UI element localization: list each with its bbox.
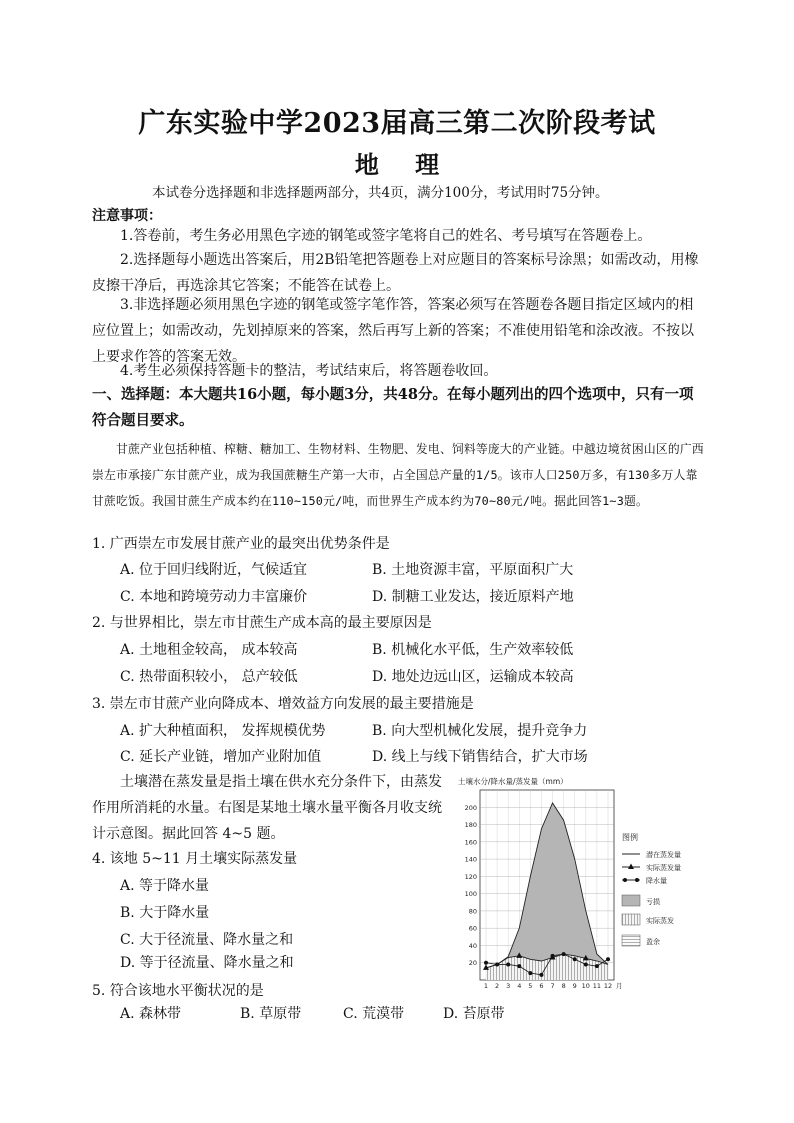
x-tick-label: 6 (539, 982, 544, 990)
question-1-stem: 1. 广西崇左市发展甘蔗产业的最突出优势条件是 (92, 536, 390, 552)
question-4-stem: 4. 该地 5~11 月土壤实际蒸发量 (92, 851, 298, 867)
precipitation-point (495, 962, 499, 966)
notice-item-1: 1.答卷前，考生务必用黑色字迹的钢笔或签字笔将自己的姓名、考号填写在答题卷上。 (120, 228, 652, 244)
question-2-option-a[interactable]: A. 土地租金较高， 成本较高 (120, 642, 298, 658)
question-2-option-b[interactable]: B. 机械化水平低，生产效率较低 (372, 642, 574, 658)
y-tick-label: 140 (464, 855, 477, 864)
passage-soil-water: 土壤潜在蒸发量是指土壤在供水充分条件下，由蒸发作用所消耗的水量。右图是某地土壤水量平衡各月收支统计示意图。据此回答 4~5 题。 (92, 774, 442, 842)
subject-title: 地 理 (354, 150, 440, 179)
y-tick-label: 20 (468, 959, 477, 968)
question-1-option-c[interactable]: C. 本地和跨境劳动力丰富廉价 (120, 589, 308, 605)
x-tick-label: 12 (603, 982, 613, 990)
x-tick-label: 3 (506, 982, 511, 990)
exam-intro: 本试卷分选择题和非选择题两部分，共4页，满分100分，考试用时75分钟。 (152, 185, 609, 201)
legend-label: 实际蒸发 (646, 917, 674, 925)
soil-water-chart (456, 770, 716, 992)
legend-label: 降水量 (646, 877, 667, 885)
question-3-stem: 3. 崇左市甘蔗产业向降成本、增效益方向发展的最主要措施是 (92, 696, 474, 712)
question-4-option-a[interactable]: A. 等于降水量 (120, 878, 210, 894)
exam-title: 广东实验中学2023届高三第二次阶段考试 (138, 108, 656, 139)
legend-dot-icon (623, 878, 627, 882)
passage-sugarcane: 甘蔗产业包括种植、榨糖、糖加工、生物材料、生物肥、发电、饲料等庞大的产业链。中越边境贫困山区的广西崇左市承接广东甘蔗产业，成为我国蔗糖生产第一大市，占全国总产量的1/5。该市人口250万多，有130多万人靠甘蔗吃饭。我国甘蔗生产成本约在110~150元/吨，而世界生产成本约为70~80元/吨。据此回答1~3题。 (92, 442, 704, 508)
question-1-option-d[interactable]: D. 制糖工业发达，接近原料产地 (372, 589, 574, 605)
y-axis-label: 土壤水分/降水量/蒸发量（mm） (458, 777, 568, 786)
question-2-stem: 2. 与世界相比，崇左市甘蔗生产成本高的最主要原因是 (92, 615, 432, 631)
y-tick-label: 180 (464, 821, 477, 830)
x-unit-label: 月 (616, 982, 623, 990)
question-1-option-b[interactable]: B. 土地资源丰富，平原面积广大 (372, 562, 574, 578)
y-tick-label: 40 (468, 941, 477, 950)
question-4-option-b[interactable]: B. 大于降水量 (120, 905, 210, 921)
precipitation-point (606, 957, 610, 961)
legend-label: 亏损 (646, 898, 660, 906)
x-tick-label: 8 (561, 982, 566, 990)
notice-heading: 注意事项： (92, 208, 162, 224)
question-3-option-b[interactable]: B. 向大型机械化发展，提升竞争力 (372, 723, 588, 739)
y-tick-label: 120 (464, 872, 477, 881)
precipitation-point (551, 954, 555, 958)
y-tick-label: 100 (464, 890, 477, 899)
legend-title: 图例 (622, 833, 638, 842)
precipitation-point (573, 957, 577, 961)
x-tick-label: 11 (592, 982, 602, 990)
y-tick-label: 200 (464, 803, 477, 812)
legend-label: 盈余 (646, 938, 660, 946)
x-tick-label: 2 (495, 982, 500, 990)
chart-legend (622, 832, 681, 946)
x-tick-label: 4 (517, 982, 522, 990)
legend-dot-icon (635, 878, 639, 882)
notice-item-2: 2.选择题每小题选出答案后，用2B铅笔把答题卷上对应题目的答案标号涂黑；如需改动，用橡皮擦干净后，再选涂其它答案；不能答在试卷上。 (92, 252, 699, 294)
question-4-option-c[interactable]: C. 大于径流量、降水量之和 (120, 932, 294, 948)
notice-item-4: 4.考生必须保持答题卡的整洁，考试结束后，将答题卷收回。 (120, 363, 498, 379)
question-3-option-c[interactable]: C. 延长产业链，增加产业附加值 (120, 749, 322, 765)
legend-swatch-3 (622, 895, 640, 906)
precipitation-point (595, 964, 599, 968)
question-5-option-d[interactable]: D. 苔原带 (443, 1006, 505, 1022)
question-4-option-d[interactable]: D. 等于径流量、降水量之和 (120, 955, 294, 971)
question-2-option-d[interactable]: D. 地处边远山区，运输成本较高 (372, 669, 574, 685)
precipitation-point (539, 973, 543, 977)
y-tick-label: 160 (464, 838, 477, 847)
section-1-heading: 一、选择题：本大题共16小题，每小题3分，共48分。在每小题列出的四个选项中，只有一项符合题目要求。 (92, 386, 694, 429)
x-tick-label: 7 (550, 982, 555, 990)
y-tick-label: 80 (468, 907, 477, 916)
x-tick-label: 10 (581, 982, 590, 990)
question-1-option-a[interactable]: A. 位于回归线附近，气候适宜 (120, 562, 308, 578)
y-tick-label: 60 (468, 924, 477, 933)
question-5-option-b[interactable]: B. 草原带 (240, 1006, 302, 1022)
precipitation-point (506, 962, 510, 966)
x-tick-label: 5 (528, 982, 533, 990)
legend-swatch-4 (622, 914, 640, 925)
legend-label: 潜在蒸发量 (646, 851, 681, 859)
chart-svg (456, 770, 716, 992)
x-tick-label: 1 (483, 982, 489, 990)
precipitation-point (528, 971, 532, 975)
precipitation-point (584, 962, 588, 966)
question-2-option-c[interactable]: C. 热带面积较小， 总产较低 (120, 669, 298, 685)
question-3-option-a[interactable]: A. 扩大种植面积， 发挥规模优势 (120, 723, 326, 739)
legend-label: 实际蒸发量 (646, 864, 681, 872)
question-3-option-d[interactable]: D. 线上与线下销售结合，扩大市场 (372, 749, 588, 765)
x-tick-label: 9 (572, 982, 577, 990)
precipitation-point (484, 961, 488, 965)
question-5-option-a[interactable]: A. 森林带 (120, 1006, 182, 1022)
question-5-option-c[interactable]: C. 荒漠带 (343, 1006, 405, 1022)
notice-item-3: 3.非选择题必须用黑色字迹的钢笔或签字笔作答，答案必须写在答题卷各题目指定区域内的相应位置上；如需改动，先划掉原来的答案，然后再写上新的答案；不准使用铅笔和涂改液。不按以上要求作答的答案无效。 (92, 297, 694, 365)
question-5-stem: 5. 符合该地水平衡状况的是 (92, 983, 264, 999)
legend-triangle-icon (628, 864, 634, 870)
legend-swatch-5 (622, 935, 640, 946)
precipitation-point (517, 964, 521, 968)
precipitation-point (562, 952, 566, 956)
